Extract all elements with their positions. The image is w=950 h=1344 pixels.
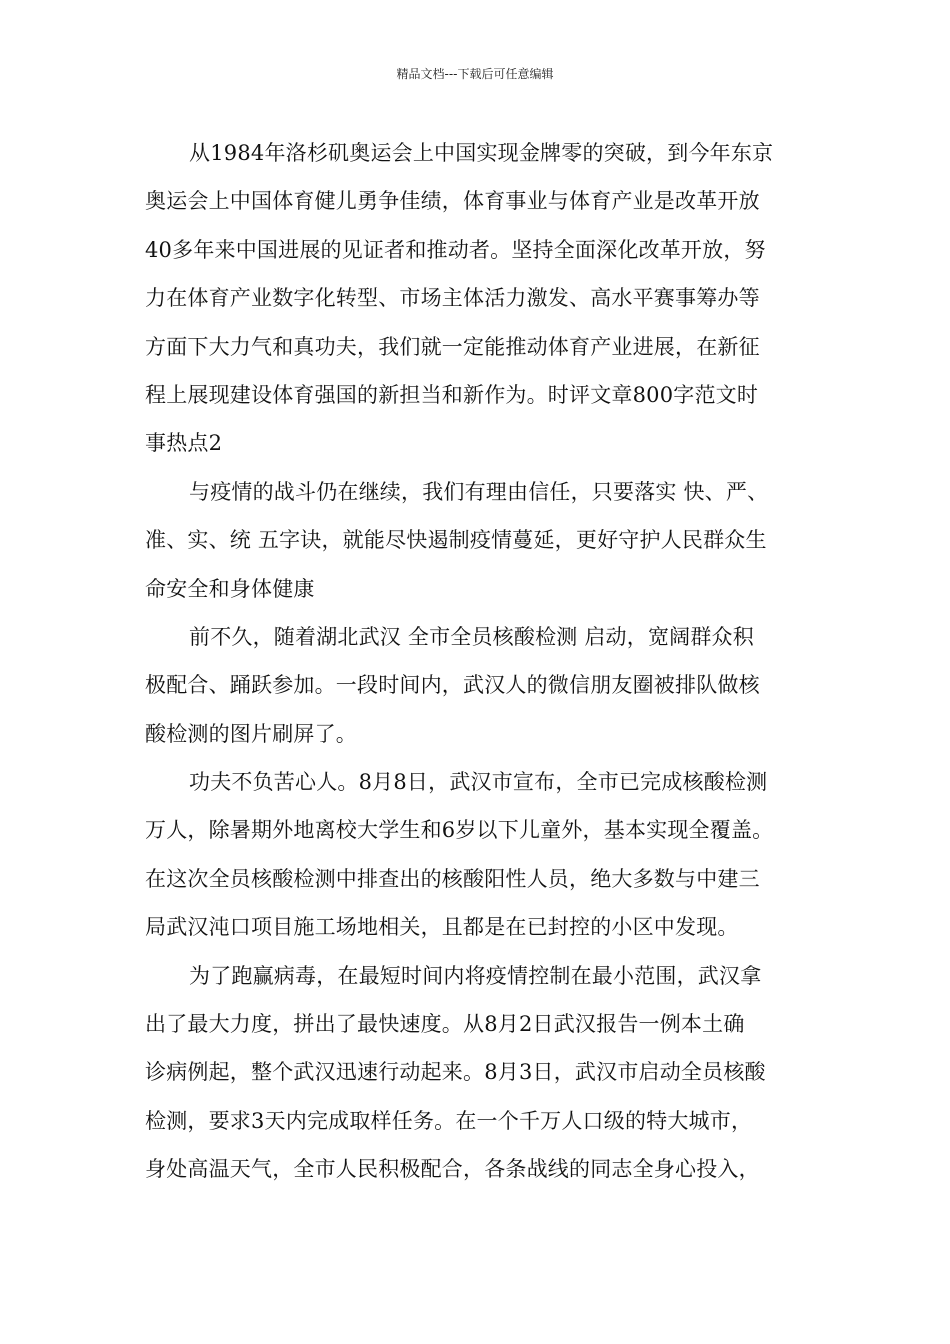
text-line: 在这次全员核酸检测中排查出的核酸阳性人员，绝大多数与中建三 — [145, 866, 760, 891]
paragraph — [145, 473, 807, 618]
text-line: 力在体育产业数字化转型、市场主体活力激发、高水平赛事筹办等 — [145, 286, 760, 311]
text-line: 事热点2 — [145, 431, 223, 456]
text-line: 极配合、踊跃参加。一段时间内，武汉人的微信朋友圈被排队做核 — [145, 673, 760, 698]
text-line: 万人，除暑期外地离校大学生和6岁以下儿童外，基本实现全覆盖。 — [145, 818, 774, 843]
text-line: 从1984年洛杉矶奥运会上中国实现金牌零的突破，到今年东京 — [189, 141, 774, 165]
text-line: 奥运会上中国体育健儿勇争佳绩，体育事业与体育产业是改革开放 — [145, 189, 760, 214]
text-line: 前不久，随着湖北武汉 全市全员核酸检测 启动，宽阔群众积 — [189, 624, 754, 649]
text-line: 与疫情的战斗仍在继续，我们有理由信任，只要落实 快、严、 — [189, 479, 769, 504]
text-line: 准、实、统 五字诀，就能尽快遏制疫情蔓延，更好守护人民群众生 — [145, 528, 767, 553]
paragraph — [145, 134, 807, 473]
text-line: 诊病例起，整个武汉迅速行动起来。8月3日，武汉市启动全员核酸 — [145, 1060, 766, 1085]
paragraph — [145, 618, 807, 763]
text-line: 身处高温天气，全市人民积极配合，各条战线的同志全身心投入， — [145, 1157, 760, 1182]
text-line: 为了跑赢病毒，在最短时间内将疫情控制在最小范围，武汉拿 — [189, 963, 762, 988]
text-line: 方面下大力气和真功夫，我们就一定能推动体育产业进展，在新征 — [145, 334, 760, 359]
text-line: 程上展现建设体育强国的新担当和新作为。时评文章800字范文时 — [145, 382, 759, 407]
text-line: 局武汉沌口项目施工场地相关，且都是在已封控的小区中发现。 — [145, 915, 739, 940]
document-body — [145, 134, 807, 1199]
paragraph — [145, 957, 807, 1199]
text-line: 检测，要求3天内完成取样任务。在一个千万人口级的特大城市， — [145, 1108, 753, 1133]
text-line: 命安全和身体健康 — [145, 576, 315, 601]
paragraph — [145, 763, 807, 957]
text-line: 功夫不负苦心人。8月8日，武汉市宣布，全市已完成核酸检测 — [189, 770, 768, 795]
text-line: 40多年来中国进展的见证者和推动者。坚持全面深化改革开放，努 — [145, 237, 766, 262]
page-header: 精品文档---下载后可任意编辑 — [396, 67, 554, 81]
text-line: 酸检测的图片刷屏了。 — [145, 721, 357, 746]
text-line: 出了最大力度，拼出了最快速度。从8月2日武汉报告一例本土确 — [145, 1012, 745, 1037]
